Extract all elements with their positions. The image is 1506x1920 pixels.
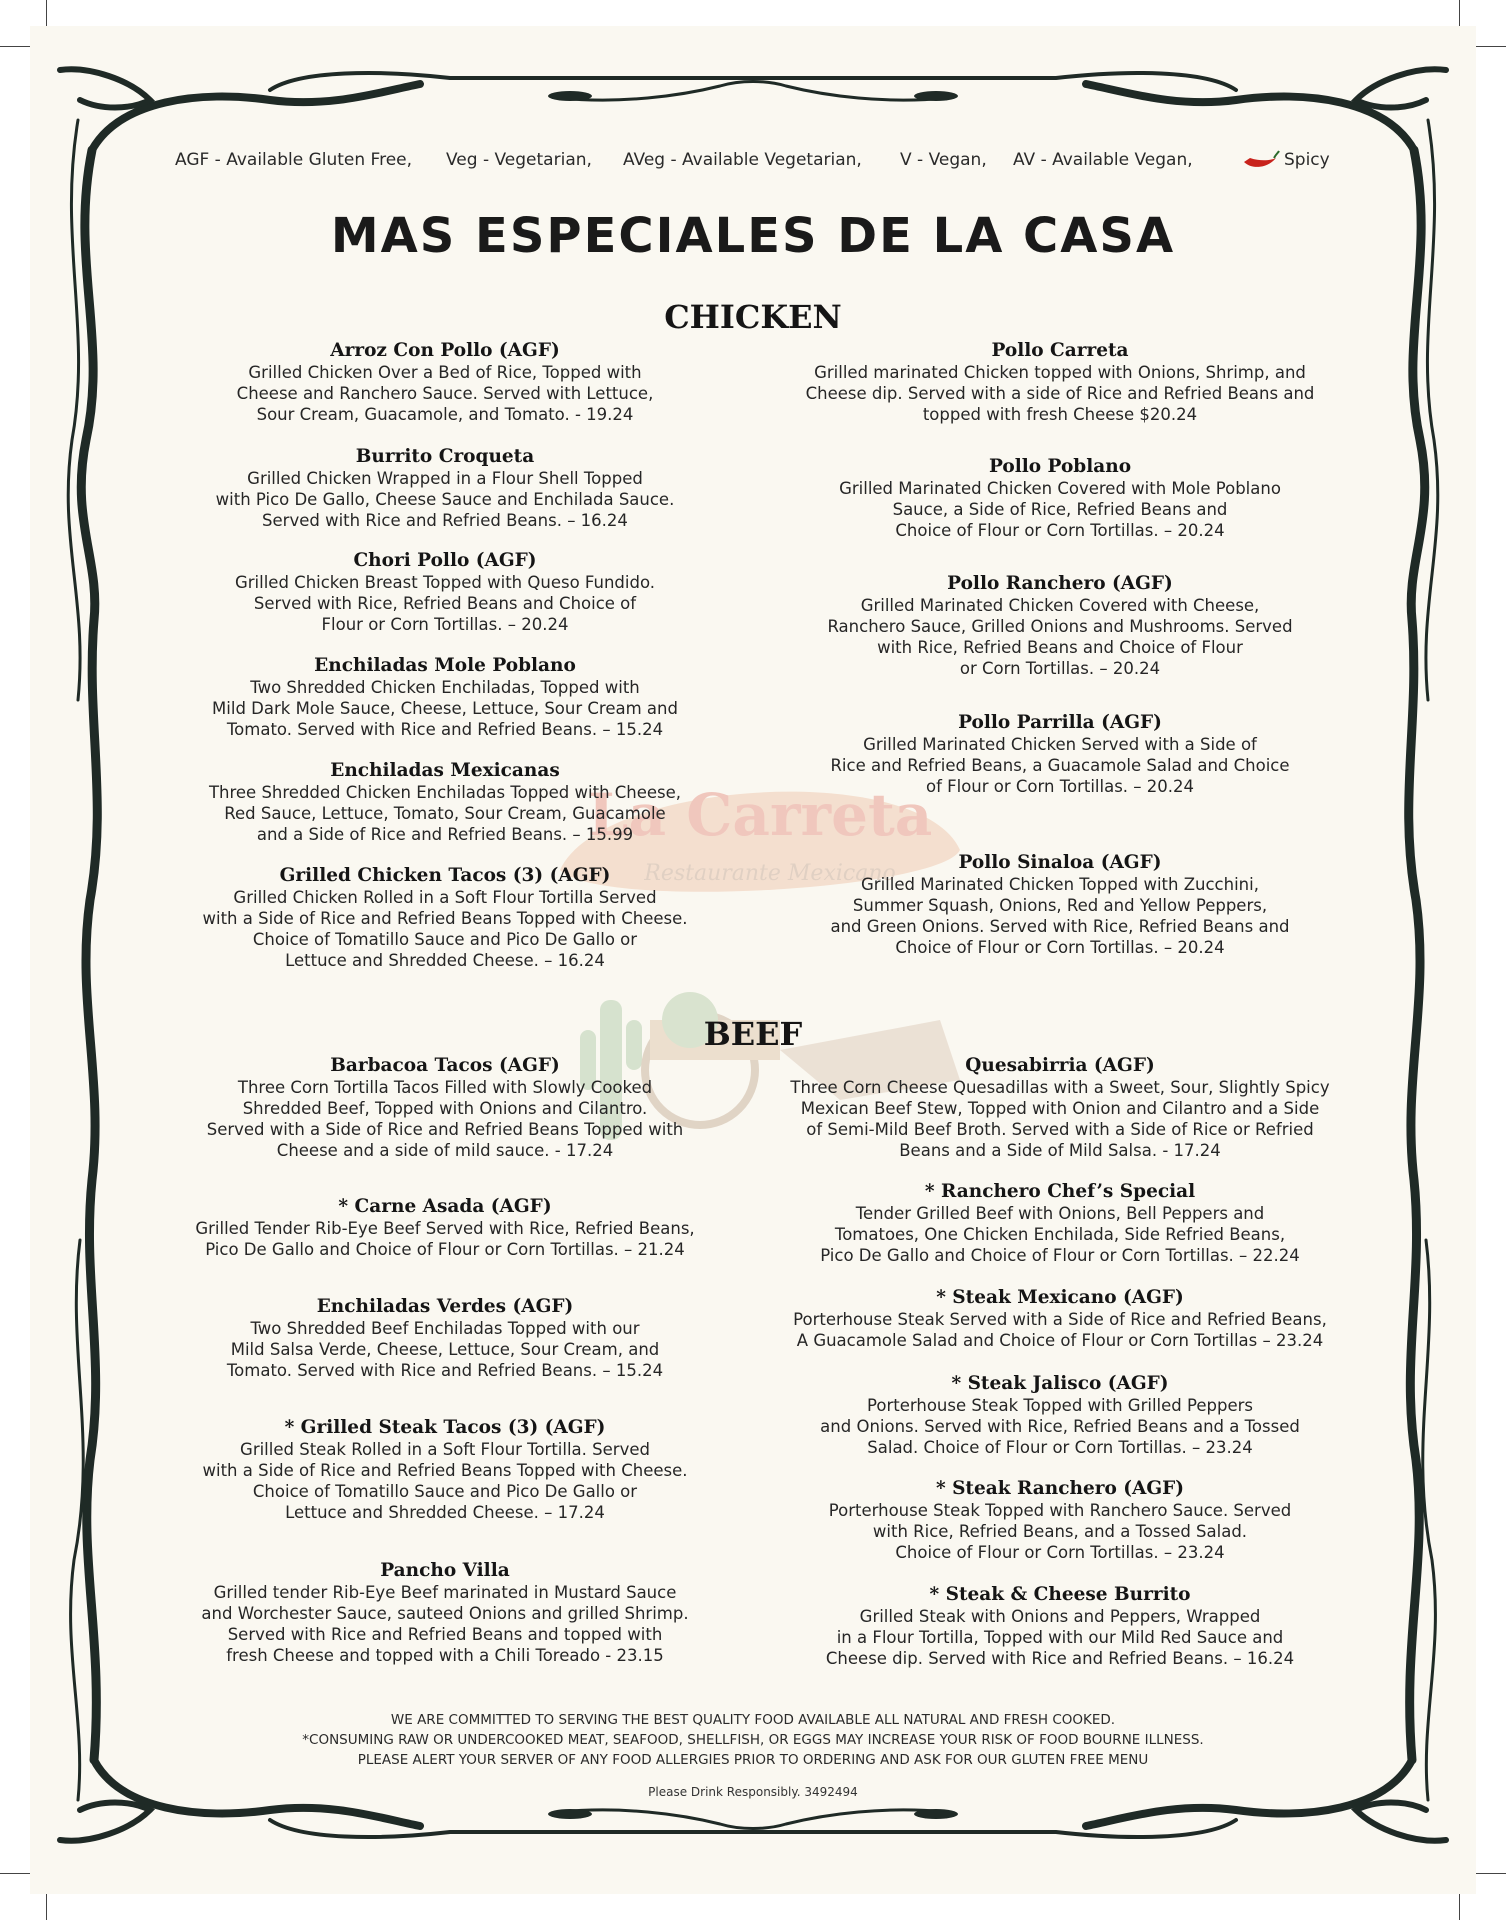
- menu-item: [780, 340, 1340, 425]
- legend-av: AV - Available Vegan,: [1013, 150, 1193, 170]
- menu-item-description: Sauce, a Side of Rice, Refried Beans and: [892, 500, 1228, 519]
- menu-item: [165, 340, 725, 425]
- menu-item-description: Tomato. Served with Rice and Refried Beans. – 15.24: [226, 720, 664, 739]
- menu-item-name: * Steak Jalisco (AGF): [951, 1373, 1169, 1394]
- menu-item-description: Grilled Chicken Breast Topped with Queso Fundido.: [234, 573, 656, 592]
- menu-item-description: Three Shredded Chicken Enchiladas Topped with Cheese,: [208, 783, 682, 802]
- dietary-legend: [150, 150, 1356, 176]
- section-heading-beef: BEEF: [703, 1015, 803, 1053]
- footer-notice: [0, 1710, 1506, 1770]
- legend-v: V - Vegan,: [900, 150, 987, 170]
- menu-item-name: Chori Pollo (AGF): [353, 550, 537, 571]
- menu-item-description: fresh Cheese and topped with a Chili Toreado - 23.15: [226, 1646, 664, 1665]
- page-title: MAS ESPECIALES DE LA CASA: [330, 208, 1176, 264]
- menu-item-description: topped with fresh Cheese $20.24: [922, 405, 1198, 424]
- menu-item-name: Pollo Parrilla (AGF): [958, 712, 1162, 733]
- menu-item-description: Rice and Refried Beans, a Guacamole Salad and Choice: [830, 756, 1290, 775]
- menu-item-name: Barbacoa Tacos (AGF): [330, 1055, 560, 1076]
- menu-item-description: Served with Rice and Refried Beans. – 16.24: [262, 511, 628, 530]
- menu-item-description: Pico De Gallo and Choice of Flour or Corn Tortillas. – 22.24: [820, 1246, 1300, 1265]
- watermark-tagline: Restaurante Mexicano: [644, 861, 896, 886]
- menu-item-description: Cheese dip. Served with Rice and Refried Beans. – 16.24: [825, 1649, 1295, 1668]
- menu-item: [780, 1373, 1340, 1458]
- menu-item-description: Shredded Beef, Topped with Onions and Cilantro.: [242, 1099, 648, 1118]
- menu-item-name: Arroz Con Pollo (AGF): [330, 340, 560, 361]
- menu-item-description: Tomato. Served with Rice and Refried Beans. – 15.24: [226, 1361, 664, 1380]
- menu-item-description: Porterhouse Steak Served with a Side of Rice and Refried Beans,: [793, 1310, 1327, 1329]
- menu-item-name: * Steak & Cheese Burrito: [929, 1584, 1191, 1605]
- menu-item-description: Choice of Flour or Corn Tortillas. – 23.24: [895, 1543, 1225, 1562]
- menu-item-name: Grilled Chicken Tacos (3) (AGF): [279, 865, 611, 886]
- menu-item-description: Grilled Steak Rolled in a Soft Flour Tortilla. Served: [240, 1440, 650, 1459]
- menu-item-description: Summer Squash, Onions, Red and Yellow Peppers,: [852, 896, 1268, 915]
- menu-item-name: Pollo Sinaloa (AGF): [958, 852, 1162, 873]
- menu-item-name: * Carne Asada (AGF): [338, 1196, 552, 1217]
- menu-item-description: Flour or Corn Tortillas. – 20.24: [321, 615, 569, 634]
- menu-item-description: Pico De Gallo and Choice of Flour or Corn Tortillas. – 21.24: [205, 1240, 685, 1259]
- menu-item-name: Enchiladas Mexicanas: [330, 760, 560, 781]
- menu-item-description: Porterhouse Steak Topped with Ranchero Sauce. Served: [828, 1501, 1292, 1520]
- menu-item-description: and Onions. Served with Rice, Refried Beans and a Tossed: [820, 1417, 1300, 1436]
- menu-item-description: Grilled Marinated Chicken Covered with Cheese,: [860, 596, 1260, 615]
- menu-item: [165, 1417, 725, 1523]
- menu-item-description: Two Shredded Chicken Enchiladas, Topped with: [250, 678, 640, 697]
- menu-item-description: Porterhouse Steak Topped with Grilled Peppers: [867, 1396, 1253, 1415]
- menu-item: [780, 456, 1340, 541]
- menu-item-name: Pollo Carreta: [991, 340, 1129, 361]
- menu-item: [165, 550, 725, 635]
- legend-spicy: Spicy: [1284, 150, 1330, 170]
- menu-item-description: Grilled Tender Rib-Eye Beef Served with Rice, Refried Beans,: [195, 1219, 695, 1238]
- menu-item-name: * Steak Mexicano (AGF): [936, 1287, 1184, 1308]
- footer-line-quality: WE ARE COMMITTED TO SERVING THE BEST QUALITY FOOD AVAILABLE ALL NATURAL AND FRESH COOKED.: [390, 1712, 1116, 1728]
- menu-item-description: Tender Grilled Beef with Onions, Bell Peppers and: [855, 1204, 1265, 1223]
- menu-item-description: Three Corn Cheese Quesadillas with a Sweet, Sour, Slightly Spicy: [790, 1078, 1330, 1097]
- menu-item-description: Choice of Flour or Corn Tortillas. – 20.24: [895, 938, 1225, 957]
- menu-item-description: Ranchero Sauce, Grilled Onions and Mushrooms. Served: [827, 617, 1293, 636]
- menu-item-name: Enchiladas Mole Poblano: [314, 655, 576, 676]
- menu-item-name: * Grilled Steak Tacos (3) (AGF): [284, 1417, 606, 1438]
- legend-spicy-wrap: [1242, 150, 1330, 170]
- menu-item-description: Two Shredded Beef Enchiladas Topped with our: [250, 1319, 640, 1338]
- menu-item-description: Choice of Tomatillo Sauce and Pico De Gallo or: [252, 930, 638, 949]
- footer-drink-responsibly: Please Drink Responsibly. 3492494: [648, 1785, 858, 1799]
- menu-item-name: Enchiladas Verdes (AGF): [316, 1296, 574, 1317]
- menu-item-description: Grilled Steak with Onions and Peppers, Wrapped: [859, 1607, 1261, 1626]
- menu-item-description: and Green Onions. Served with Rice, Refried Beans and: [830, 917, 1290, 936]
- menu-item-description: Grilled Marinated Chicken Served with a Side of: [863, 735, 1257, 754]
- menu-item-description: Cheese and Ranchero Sauce. Served with Lettuce,: [236, 384, 654, 403]
- menu-item-description: Grilled tender Rib-Eye Beef marinated in Mustard Sauce: [213, 1583, 677, 1602]
- menu-item-description: Served with Rice, Refried Beans and Choice of: [253, 594, 637, 613]
- menu-item-description: of Semi-Mild Beef Broth. Served with a Side of Rice or Refried: [806, 1120, 1314, 1139]
- menu-item-description: or Corn Tortillas. – 20.24: [959, 659, 1161, 678]
- legend-aveg: AVeg - Available Vegetarian,: [623, 150, 862, 170]
- menu-item: [165, 865, 725, 971]
- menu-item-description: Red Sauce, Lettuce, Tomato, Sour Cream, Guacamole: [224, 804, 666, 823]
- menu-item-description: Grilled Chicken Over a Bed of Rice, Topped with: [248, 363, 642, 382]
- menu-item-description: Served with Rice and Refried Beans and topped with: [227, 1625, 663, 1644]
- menu-item-description: Choice of Flour or Corn Tortillas. – 20.24: [895, 521, 1225, 540]
- menu-item-description: Grilled Marinated Chicken Covered with Mole Poblano: [839, 479, 1281, 498]
- menu-item: [780, 1584, 1340, 1669]
- menu-item: [780, 1287, 1340, 1351]
- menu-item-description: of Flour or Corn Tortillas. – 20.24: [925, 777, 1195, 796]
- menu-item: [780, 852, 1340, 958]
- menu-item: [780, 1181, 1340, 1266]
- menu-item-description: Cheese dip. Served with a side of Rice and Refried Beans and: [805, 384, 1315, 403]
- menu-item: [165, 760, 725, 845]
- menu-item-description: with Pico De Gallo, Cheese Sauce and Enchilada Sauce.: [215, 490, 675, 509]
- menu-item-description: with a Side of Rice and Refried Beans Topped with Cheese.: [202, 1461, 688, 1480]
- menu-item: [165, 1055, 725, 1161]
- menu-item: [780, 1055, 1340, 1161]
- menu-item: [780, 573, 1340, 679]
- menu-item-name: * Steak Ranchero (AGF): [935, 1478, 1185, 1499]
- menu-item-description: Mild Salsa Verde, Cheese, Lettuce, Sour Cream, and: [230, 1340, 660, 1359]
- menu-item-name: * Ranchero Chef’s Special: [924, 1181, 1196, 1202]
- footer-line-allergy: PLEASE ALERT YOUR SERVER OF ANY FOOD ALLERGIES PRIOR TO ORDERING AND ASK FOR OUR GLUTEN FREE MENU: [357, 1752, 1149, 1768]
- menu-item-description: with Rice, Refried Beans and Choice of Flour: [877, 638, 1243, 657]
- chili-pepper-icon: [1242, 150, 1280, 170]
- menu-item-description: Grilled Chicken Rolled in a Soft Flour Tortilla Served: [233, 888, 657, 907]
- menu-item-description: Lettuce and Shredded Cheese. – 16.24: [285, 951, 605, 970]
- menu-item: [165, 1196, 725, 1260]
- menu-item-description: Sour Cream, Guacamole, and Tomato. - 19.24: [256, 405, 634, 424]
- menu-item-description: Three Corn Tortilla Tacos Filled with Slowly Cooked: [237, 1078, 653, 1097]
- menu-item-description: Grilled Marinated Chicken Topped with Zucchini,: [861, 875, 1259, 894]
- legend-veg: Veg - Vegetarian,: [446, 150, 592, 170]
- menu-item-name: Burrito Croqueta: [355, 446, 535, 467]
- menu-item-name: Pollo Poblano: [988, 456, 1132, 477]
- menu-item-description: A Guacamole Salad and Choice of Flour or Corn Tortillas – 23.24: [796, 1331, 1324, 1350]
- menu-item-description: Served with a Side of Rice and Refried Beans Topped with: [206, 1120, 684, 1139]
- footer-line-warning: *CONSUMING RAW OR UNDERCOOKED MEAT, SEAFOOD, SHELLFISH, OR EGGS MAY INCREASE YOUR RISK OF FOOD BOURNE ILLNESS.: [302, 1732, 1204, 1748]
- menu-item: [165, 655, 725, 740]
- menu-item-description: Grilled Chicken Wrapped in a Flour Shell Topped: [247, 469, 643, 488]
- menu-item-description: with Rice, Refried Beans, and a Tossed Salad.: [872, 1522, 1248, 1541]
- menu-item-description: Cheese and a side of mild sauce. - 17.24: [276, 1141, 614, 1160]
- section-heading-chicken: CHICKEN: [664, 298, 842, 336]
- menu-item-name: Quesabirria (AGF): [965, 1055, 1155, 1076]
- menu-item: [780, 1478, 1340, 1563]
- menu-item-name: Pancho Villa: [380, 1560, 510, 1581]
- menu-item-name: Pollo Ranchero (AGF): [947, 573, 1173, 594]
- menu-item: [165, 1560, 725, 1666]
- menu-item-description: with a Side of Rice and Refried Beans Topped with Cheese.: [202, 909, 688, 928]
- menu-item-description: Beans and a Side of Mild Salsa. - 17.24: [899, 1141, 1221, 1160]
- menu-item-description: and a Side of Rice and Refried Beans. – 15.99: [256, 825, 634, 844]
- menu-item-description: Salad. Choice of Flour or Corn Tortillas. – 23.24: [867, 1438, 1253, 1457]
- menu-item-description: Choice of Tomatillo Sauce and Pico De Gallo or: [252, 1482, 638, 1501]
- menu-item-description: Mexican Beef Stew, Topped with Onion and Cilantro and a Side: [800, 1099, 1320, 1118]
- watermark-brand: La Carreta: [587, 781, 933, 849]
- menu-item-description: in a Flour Tortilla, Topped with our Mild Red Sauce and: [836, 1628, 1284, 1647]
- menu-item-description: Lettuce and Shredded Cheese. – 17.24: [285, 1503, 605, 1522]
- menu-item-description: Tomatoes, One Chicken Enchilada, Side Refried Beans,: [834, 1225, 1286, 1244]
- legend-agf: AGF - Available Gluten Free,: [175, 150, 413, 170]
- menu-item: [780, 712, 1340, 797]
- menu-item-description: Mild Dark Mole Sauce, Cheese, Lettuce, Sour Cream and: [212, 699, 678, 718]
- menu-item: [165, 446, 725, 531]
- menu-item-description: and Worchester Sauce, sauteed Onions and grilled Shrimp.: [201, 1604, 689, 1623]
- menu-item: [165, 1296, 725, 1381]
- menu-item-description: Grilled marinated Chicken topped with Onions, Shrimp, and: [814, 363, 1306, 382]
